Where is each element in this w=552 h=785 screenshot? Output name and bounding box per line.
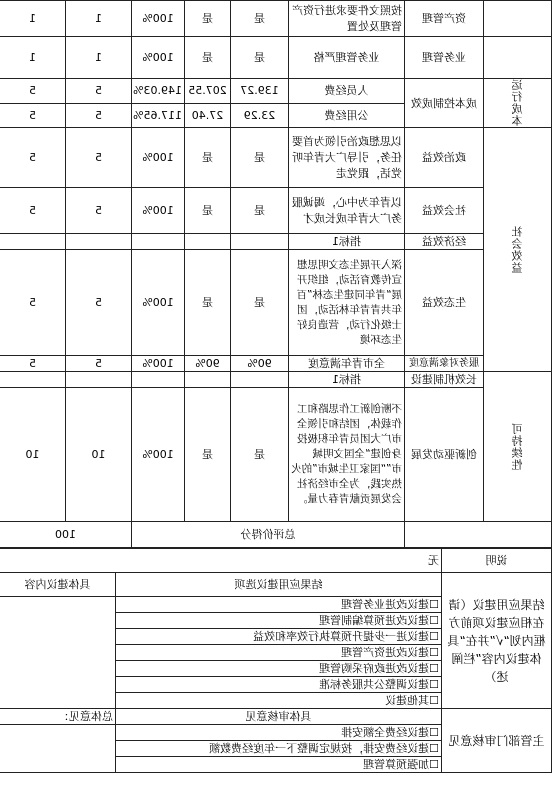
category-cell <box>484 1 552 37</box>
conclusion-table <box>0 548 552 773</box>
indicator-cell: 指标1 <box>289 234 405 250</box>
target-cell: 90% <box>231 356 289 372</box>
indicator-cell: 以青年为中心，竭诚服务广大青年成长成才 <box>289 188 405 234</box>
category-cell <box>484 37 552 79</box>
sub-indicator-cell: 长效机制建设 <box>405 372 484 388</box>
rate-cell: 100% <box>132 188 185 234</box>
actual-cell: 207.55 <box>185 79 231 104</box>
suggestion-option[interactable]: ☐其他建议 <box>116 693 442 709</box>
table-row <box>0 356 552 372</box>
table-row <box>0 128 552 188</box>
weight-cell: 1 <box>66 37 132 79</box>
table-row <box>0 372 552 388</box>
indicator-cell: 按照文件要求进行资产管理及处置 <box>289 1 405 37</box>
suggestion-option[interactable]: ☐建议改进预算编制管理 <box>116 613 442 629</box>
weight-cell: 1 <box>66 1 132 37</box>
sub-indicator-cell: 生态效益 <box>405 250 484 356</box>
target-cell <box>231 234 289 250</box>
category-cell: 社会效益 <box>484 128 552 372</box>
table-row <box>0 188 552 234</box>
sub-indicator-cell: 政治效益 <box>405 128 484 188</box>
indicator-cell: 人员经费 <box>289 79 405 104</box>
target-cell: 是 <box>231 188 289 234</box>
suggestion-option[interactable]: ☐建议进一步提升预算执行效率和效益 <box>116 629 442 645</box>
score-cell: 5 <box>0 79 66 104</box>
score-cell: 5 <box>0 356 66 372</box>
total-row <box>0 522 552 548</box>
target-cell: 是 <box>231 250 289 356</box>
sub-indicator-cell: 社会效益 <box>405 188 484 234</box>
suggestion-option[interactable]: ☐建议改进业务管理 <box>116 597 442 613</box>
dept-option[interactable]: ☐加强预算管理 <box>116 757 442 773</box>
sub-indicator-cell: 创新驱动发展 <box>405 388 484 522</box>
target-cell: 139.27 <box>231 79 289 104</box>
suggestion-content-header: 具体建议内容 <box>0 573 116 597</box>
actual-cell: 是 <box>185 388 231 522</box>
dept-header-row <box>0 709 552 725</box>
indicator-cell: 全市青年满意度 <box>289 356 405 372</box>
notes-value: 无 <box>0 549 442 573</box>
actual-cell: 是 <box>185 37 231 79</box>
score-cell: 5 <box>0 128 66 188</box>
sub-indicator-cell: 服务对象满意度 <box>405 356 484 372</box>
notes-row <box>0 549 552 573</box>
sub-indicator-cell: 经济效益 <box>405 234 484 250</box>
actual-cell: 是 <box>185 250 231 356</box>
notes-label: 说明 <box>442 549 552 573</box>
suggestion-label: 结果应用建议（请在相应建议项前方框内划“√”并在“具体建议内容”栏阐述） <box>442 573 552 709</box>
rate-cell: 100% <box>132 356 185 372</box>
target-cell: 是 <box>231 37 289 79</box>
table-row <box>0 250 552 356</box>
weight-cell: 5 <box>66 250 132 356</box>
total-blank <box>405 522 552 548</box>
actual-cell: 是 <box>185 1 231 37</box>
rate-cell <box>132 234 185 250</box>
weight-cell: 5 <box>66 356 132 372</box>
rate-cell: 100% <box>132 250 185 356</box>
dept-option[interactable]: ☐建议经费安排，按规定调整下一年度经费数额 <box>116 741 442 757</box>
total-label: 总评价得分 <box>132 522 405 548</box>
suggestion-option-header: 结果应用建议选项 <box>116 573 442 597</box>
indicator-cell: 公用经费 <box>289 103 405 128</box>
score-cell: 1 <box>0 37 66 79</box>
actual-cell: 是 <box>185 128 231 188</box>
actual-cell: 90% <box>185 356 231 372</box>
suggestion-header-row <box>0 573 552 597</box>
rate-cell: 149.03% <box>132 79 185 104</box>
target-cell: 23.29 <box>231 103 289 128</box>
suggestion-option[interactable]: ☐建议改进政府采购管理 <box>116 661 442 677</box>
indicator-cell: 以思想政治引领为首要任务，引导广大青年听党话，跟党走 <box>289 128 405 188</box>
dept-label: 主管部门审核意见 <box>442 709 552 773</box>
dept-right-header: 总体意见： <box>0 709 116 725</box>
table-row <box>0 234 552 250</box>
weight-cell: 5 <box>66 103 132 128</box>
score-cell: 5 <box>0 188 66 234</box>
score-cell: 5 <box>0 250 66 356</box>
actual-cell <box>185 234 231 250</box>
target-cell: 是 <box>231 128 289 188</box>
target-cell: 是 <box>231 1 289 37</box>
sub-indicator-cell: 资产管理 <box>405 1 484 37</box>
table-row <box>0 388 552 522</box>
weight-cell: 5 <box>66 128 132 188</box>
weight-cell <box>66 372 132 388</box>
score-cell <box>0 234 66 250</box>
weight-cell: 5 <box>66 188 132 234</box>
target-cell <box>231 372 289 388</box>
category-cell: 可持续性 <box>484 372 552 522</box>
suggestion-option[interactable]: ☐建议调整公共服务标准 <box>116 677 442 693</box>
indicator-cell: 深入开展生态文明思想宣传教育活动，组织开展“青年同建生态林”百年共青青年林活动，团士级化行动，营造良好生态环境 <box>289 250 405 356</box>
actual-cell: 27.40 <box>185 103 231 128</box>
indicator-cell: 不断创新工作思路和工作载体，团结和引领全市广大团员青年积极投身创建“全国文明城市”“国家卫生城市”的火热实践，为全市经济社会发展贡献青春力量。 <box>289 388 405 522</box>
sub-indicator-cell: 业务管理 <box>405 37 484 79</box>
score-cell: 10 <box>0 388 66 522</box>
table-row <box>0 1 552 37</box>
weight-cell: 10 <box>66 388 132 522</box>
actual-cell <box>185 372 231 388</box>
suggestion-option[interactable]: ☐建议改进资产管理 <box>116 645 442 661</box>
suggestion-content[interactable] <box>0 597 116 709</box>
category-cell: 运行成本 <box>484 79 552 128</box>
total-score: 100 <box>0 522 132 548</box>
rate-cell: 100% <box>132 388 185 522</box>
score-cell: 1 <box>0 1 66 37</box>
actual-cell: 是 <box>185 188 231 234</box>
dept-left-header: 具体审核意见 <box>116 709 442 725</box>
dept-overall-opinion[interactable] <box>0 725 116 773</box>
dept-option[interactable]: ☐建议经费全额安排 <box>116 725 442 741</box>
rate-cell: 100% <box>132 128 185 188</box>
target-cell: 是 <box>231 388 289 522</box>
table-row <box>0 37 552 79</box>
table-row <box>0 79 552 104</box>
rate-cell: 117.65% <box>132 103 185 128</box>
indicator-cell: 业务管理严格 <box>289 37 405 79</box>
weight-cell <box>66 234 132 250</box>
rate-cell: 100% <box>132 1 185 37</box>
rate-cell <box>132 372 185 388</box>
score-cell <box>0 372 66 388</box>
score-cell: 5 <box>0 103 66 128</box>
rate-cell: 100% <box>132 37 185 79</box>
weight-cell: 5 <box>66 79 132 104</box>
indicator-cell: 指标1 <box>289 372 405 388</box>
sub-indicator-cell: 成本控制成效 <box>405 79 484 128</box>
